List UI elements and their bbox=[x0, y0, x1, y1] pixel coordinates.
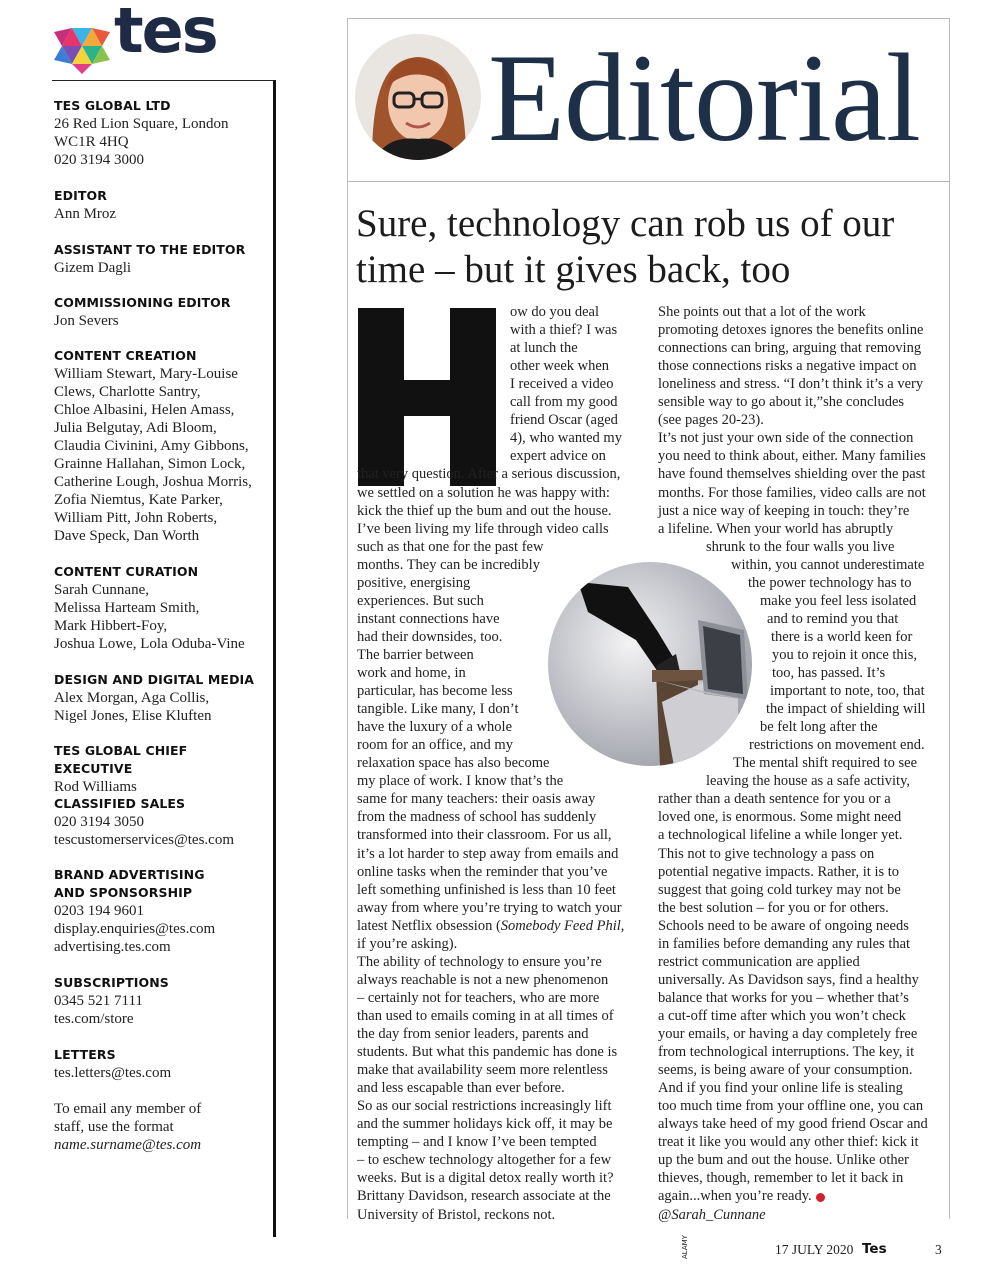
article-line: too much time from your offline one, you can bbox=[658, 1098, 924, 1115]
article-line: had their downsides, too. bbox=[357, 628, 503, 645]
masthead-block bbox=[54, 563, 269, 653]
masthead-line: To email any member of bbox=[54, 1101, 202, 1117]
article-line: months. They can be incredibly bbox=[357, 556, 540, 573]
article-line: just a nice way of keeping in touch: they’re bbox=[658, 502, 910, 519]
masthead-line: 020 3194 3050 bbox=[54, 814, 144, 830]
article-line: the best solution – for you or for others. bbox=[658, 899, 889, 916]
article-line: those connections risks a negative impact on bbox=[658, 358, 917, 375]
masthead-heading: CLASSIFIED SALES bbox=[54, 796, 186, 811]
article-line: This not to give technology a pass on bbox=[658, 845, 875, 862]
article-line: your emails, or having a day completely free bbox=[658, 1026, 918, 1042]
section-title: Editorial bbox=[488, 29, 920, 168]
article-line: at lunch the bbox=[510, 340, 578, 357]
article-line: it’s a lot harder to step away from emails and bbox=[357, 845, 619, 862]
article-line: promoting detoxes ignores the benefits online bbox=[658, 322, 924, 339]
masthead-line: staff, use the format bbox=[54, 1119, 174, 1135]
article-line: treat it like you would any other thief: kick it bbox=[658, 1134, 919, 1151]
masthead-line: Rod Williams bbox=[54, 779, 137, 795]
editorial-header bbox=[348, 19, 949, 182]
article-line: shrunk to the four walls you live bbox=[706, 538, 895, 555]
article-line: left something unfinished is less than 10 feet bbox=[357, 881, 616, 898]
masthead-line: William Stewart, Mary-Louise bbox=[54, 366, 238, 382]
show-title: Somebody Feed Phil bbox=[500, 917, 621, 934]
article-line: call from my good bbox=[510, 394, 618, 411]
article-line: there is a world keen for bbox=[771, 628, 913, 645]
article-line: Brittany Davidson, research associate at the bbox=[357, 1188, 611, 1205]
article-line: you to rejoin it once this, bbox=[772, 646, 917, 663]
masthead-line: Grainne Hallahan, Simon Lock, bbox=[54, 456, 246, 472]
masthead-block bbox=[54, 347, 269, 545]
masthead-line: Alex Morgan, Aga Collis, bbox=[54, 690, 210, 706]
masthead-line: 0203 194 9601 bbox=[54, 903, 144, 919]
article-line: same for many teachers: their oasis away bbox=[357, 791, 596, 808]
masthead-line: advertising.tes.com bbox=[54, 939, 171, 955]
drop-cap bbox=[358, 308, 496, 486]
article-line: online tasks when the reminder that you’ve bbox=[357, 863, 608, 880]
article-line: friend Oscar (aged bbox=[510, 412, 618, 429]
article-line: and to remind you that bbox=[767, 610, 899, 627]
article-line: – certainly not for teachers, who are more bbox=[357, 989, 600, 1006]
masthead-line: tescustomerservices@tes.com bbox=[54, 832, 235, 848]
masthead-line: Mark Hibbert-Foy, bbox=[54, 618, 168, 634]
article-line: have found themselves shielding over the past bbox=[658, 466, 926, 483]
article-line: She points out that a lot of the work bbox=[658, 304, 866, 320]
article-line: always reachable is not a new phenomenon bbox=[357, 971, 609, 988]
masthead-heading: AND SPONSORSHIP bbox=[54, 885, 193, 900]
article-line bbox=[357, 917, 624, 935]
article-line: that very question. After a serious discussion, bbox=[357, 466, 621, 483]
masthead-line: Clews, Charlotte Santry, bbox=[54, 384, 201, 400]
masthead-heading: ASSISTANT TO THE EDITOR bbox=[54, 242, 246, 257]
masthead-heading: TES GLOBAL CHIEF EXECUTIVE bbox=[54, 743, 188, 776]
article-line: the power technology has to bbox=[748, 574, 912, 591]
article-line: ow do you deal bbox=[510, 304, 599, 320]
article-line: Schools need to be aware of ongoing needs bbox=[658, 917, 909, 934]
article-line: my place of work. I know that’s the bbox=[357, 773, 564, 790]
article-line: have the luxury of a whole bbox=[357, 719, 513, 736]
article-line: suggest that going cold turkey may not be bbox=[658, 881, 901, 898]
article-line: The barrier between bbox=[357, 646, 474, 663]
page-number: 3 bbox=[935, 1242, 942, 1257]
article-line: make you feel less isolated bbox=[760, 592, 917, 609]
article-line: The mental shift required to see bbox=[733, 755, 918, 772]
article-line: particular, has become less bbox=[357, 683, 513, 700]
masthead-line: 0345 521 7111 bbox=[54, 993, 143, 1009]
masthead-heading: DESIGN AND DIGITAL MEDIA bbox=[54, 672, 255, 687]
article-line: (see pages 20-23). bbox=[658, 412, 764, 429]
article-line: other week when bbox=[510, 358, 610, 375]
masthead-line: Nigel Jones, Elise Kluften bbox=[54, 708, 212, 724]
article-line: up the bum and out the house. Unlike other bbox=[658, 1152, 909, 1169]
masthead-line: Gizem Dagli bbox=[54, 260, 132, 276]
masthead-line: display.enquiries@tes.com bbox=[54, 921, 216, 937]
masthead-heading: EDITOR bbox=[54, 188, 107, 203]
article-line: leaving the house as a safe activity, bbox=[706, 773, 910, 790]
article-line: restrictions on movement end. bbox=[749, 737, 925, 754]
masthead-line bbox=[54, 1136, 269, 1154]
masthead-heading: LETTERS bbox=[54, 1047, 116, 1062]
drop-cap-letter-icon bbox=[358, 308, 496, 486]
article-line: tempting – and I know I’ve been tempted bbox=[357, 1134, 597, 1151]
article-text: , bbox=[620, 917, 625, 934]
end-mark-icon bbox=[816, 1193, 825, 1202]
article-line: within, you cannot underestimate bbox=[731, 556, 925, 573]
article-line: always take heed of my good friend Oscar and bbox=[658, 1116, 928, 1133]
masthead-line: William Pitt, John Roberts, bbox=[54, 510, 218, 526]
article-line: I’ve been living my life through video calls bbox=[357, 520, 609, 537]
article-line: potential negative impacts. Rather, it is to bbox=[658, 863, 900, 880]
masthead-heading: TES GLOBAL LTD bbox=[54, 98, 171, 113]
article-line: and the summer holidays kick off, it may be bbox=[357, 1116, 613, 1133]
article-line: instant connections have bbox=[357, 610, 500, 627]
masthead-block bbox=[54, 294, 269, 330]
article-line: relaxation space has also become bbox=[357, 755, 550, 772]
email-format: name.surname@tes.com bbox=[54, 1137, 202, 1153]
author-handle: @Sarah_Cunnane bbox=[658, 1206, 766, 1223]
masthead-line: Sarah Cunnane, bbox=[54, 582, 149, 598]
masthead-block bbox=[54, 1046, 269, 1082]
masthead-line: Dave Speck, Dan Worth bbox=[54, 528, 200, 544]
article-line: University of Bristol, reckons not. bbox=[357, 1206, 556, 1223]
masthead-block bbox=[54, 97, 269, 169]
article-line: expert advice on bbox=[510, 448, 606, 465]
article-line: such as that one for the past few bbox=[357, 538, 544, 555]
masthead-heading: CONTENT CURATION bbox=[54, 564, 199, 579]
footer-brand: Tes bbox=[862, 1241, 887, 1257]
masthead-heading: CONTENT CREATION bbox=[54, 348, 197, 363]
signoff-line bbox=[658, 1206, 766, 1224]
tes-logo-mark-icon bbox=[52, 16, 112, 76]
article-line: be felt long after the bbox=[760, 719, 878, 736]
article-line: seems, is being aware of your consumption. bbox=[658, 1062, 913, 1079]
article-line: a technological lifeline a while longer yet. bbox=[658, 827, 903, 844]
article-line: we settled on a solution he was happy with: bbox=[357, 484, 610, 501]
article-line: away from where you’re trying to watch your bbox=[357, 899, 622, 916]
masthead-line: Chloe Albasini, Helen Amass, bbox=[54, 402, 235, 418]
masthead-block bbox=[54, 1100, 269, 1154]
article-line: I received a video bbox=[510, 376, 614, 393]
masthead-heading: BRAND ADVERTISING bbox=[54, 867, 205, 882]
article-line: with a thief? I was bbox=[510, 322, 618, 339]
masthead-heading: SUBSCRIPTIONS bbox=[54, 975, 169, 990]
article-line: room for an office, and my bbox=[357, 737, 513, 754]
article-line: And if you find your online life is stealing bbox=[658, 1080, 903, 1097]
article-text: latest Netflix obsession ( bbox=[357, 917, 501, 934]
article-line: and less escapable than ever before. bbox=[357, 1080, 565, 1097]
article-line: – to eschew technology altogether for a few bbox=[357, 1152, 612, 1169]
article-line: positive, energising bbox=[357, 574, 471, 591]
masthead-block bbox=[54, 742, 269, 796]
masthead-line: tes.letters@tes.com bbox=[54, 1065, 172, 1081]
article-line: tangible. Like many, I don’t bbox=[357, 701, 519, 718]
masthead-block bbox=[54, 974, 269, 1028]
masthead-heading: COMMISSIONING EDITOR bbox=[54, 295, 231, 310]
article-line: students. But what this pandemic has done is bbox=[357, 1044, 618, 1061]
photo-credit: ALAMY bbox=[681, 1235, 689, 1259]
article-line: kick the thief up the bum and out the house. bbox=[357, 502, 612, 519]
article-line: The ability of technology to ensure you’re bbox=[357, 953, 602, 970]
masthead-line: Joshua Lowe, Lola Oduba-Vine bbox=[54, 636, 245, 652]
masthead-line: 26 Red Lion Square, London bbox=[54, 116, 229, 132]
masthead-line: Ann Mroz bbox=[54, 206, 117, 222]
masthead-line: Jon Severs bbox=[54, 313, 119, 329]
article-text: again...when you’re ready. bbox=[658, 1188, 812, 1205]
article-line: if you’re asking). bbox=[357, 935, 458, 952]
article-line bbox=[658, 1187, 825, 1205]
article-line: from the madness of school has suddenly bbox=[357, 809, 597, 826]
article-line: months. For those families, video calls are not bbox=[658, 484, 926, 501]
article-line: 4), who wanted my bbox=[510, 430, 622, 447]
masthead-line: Melissa Harteam Smith, bbox=[54, 600, 200, 616]
masthead-block bbox=[54, 795, 269, 849]
masthead-line: WC1R 4HQ bbox=[54, 134, 129, 150]
article-line: a lifeline. When your world has abruptly bbox=[658, 520, 894, 537]
article-line: balance that works for you – whether that’s bbox=[658, 989, 909, 1006]
article-headline: Sure, technology can rob us of our time – but it gives back, too bbox=[356, 202, 895, 291]
article-line: restrict communication are applied bbox=[658, 953, 860, 970]
article-line: weeks. But is a digital detox really worth it? bbox=[357, 1170, 614, 1187]
article-line: the impact of shielding will bbox=[766, 701, 926, 718]
article-line: sensible way to go about it,”she concludes bbox=[658, 394, 905, 411]
tes-wordmark: tes bbox=[114, 0, 217, 67]
article-illustration bbox=[548, 562, 752, 766]
footer-date: 17 JULY 2020 bbox=[775, 1242, 854, 1257]
article-line: you need to think about, either. Many families bbox=[658, 448, 926, 465]
article-line: experiences. But such bbox=[357, 592, 484, 609]
tes-logo bbox=[52, 0, 222, 78]
article-line: the day from senior leaders, parents and bbox=[357, 1026, 589, 1042]
article-line: loved one, is enormous. Some might need bbox=[658, 809, 902, 826]
masthead-line: Julia Belgutay, Adi Bloom, bbox=[54, 420, 217, 436]
article-line: important to note, too, that bbox=[770, 683, 925, 700]
article-line: transformed into their classroom. For us all, bbox=[357, 827, 612, 844]
masthead-line: tes.com/store bbox=[54, 1011, 134, 1027]
article-line: from technological interruptions. The key, it bbox=[658, 1044, 915, 1061]
article-line: It’s not just your own side of the connection bbox=[658, 430, 914, 447]
masthead-line: Claudia Civinini, Amy Gibbons, bbox=[54, 438, 249, 454]
article-line: thieves, though, remember to let it back in bbox=[658, 1170, 904, 1187]
masthead-line: Zofia Niemtus, Kate Parker, bbox=[54, 492, 223, 508]
article-line: rather than a death sentence for you or a bbox=[658, 791, 891, 808]
masthead-sidebar bbox=[52, 80, 276, 1237]
article-line: a cut-off time after which you won’t check bbox=[658, 1007, 906, 1024]
article-line: in families before demanding any rules that bbox=[658, 935, 911, 952]
masthead-block bbox=[54, 187, 269, 223]
article-line: work and home, in bbox=[357, 665, 466, 681]
article-line: make that availability seem more relentless bbox=[357, 1062, 608, 1079]
article-line: loneliness and stress. “I don’t think it’s a very bbox=[658, 376, 924, 393]
article-line: connections can bring, arguing that removing bbox=[658, 340, 922, 357]
masthead-block bbox=[54, 241, 269, 277]
masthead-block bbox=[54, 671, 269, 725]
article-line: than used to emails coming in at all times of bbox=[357, 1007, 614, 1024]
masthead-line: Catherine Lough, Joshua Morris, bbox=[54, 474, 252, 490]
author-photo bbox=[354, 33, 482, 161]
masthead-line: 020 3194 3000 bbox=[54, 152, 144, 168]
article-line: So as our social restrictions increasingly lift bbox=[357, 1098, 612, 1115]
article-line: too, has passed. It’s bbox=[772, 665, 886, 681]
masthead-block bbox=[54, 866, 269, 956]
article-line: universally. As Davidson says, find a healthy bbox=[658, 971, 919, 988]
